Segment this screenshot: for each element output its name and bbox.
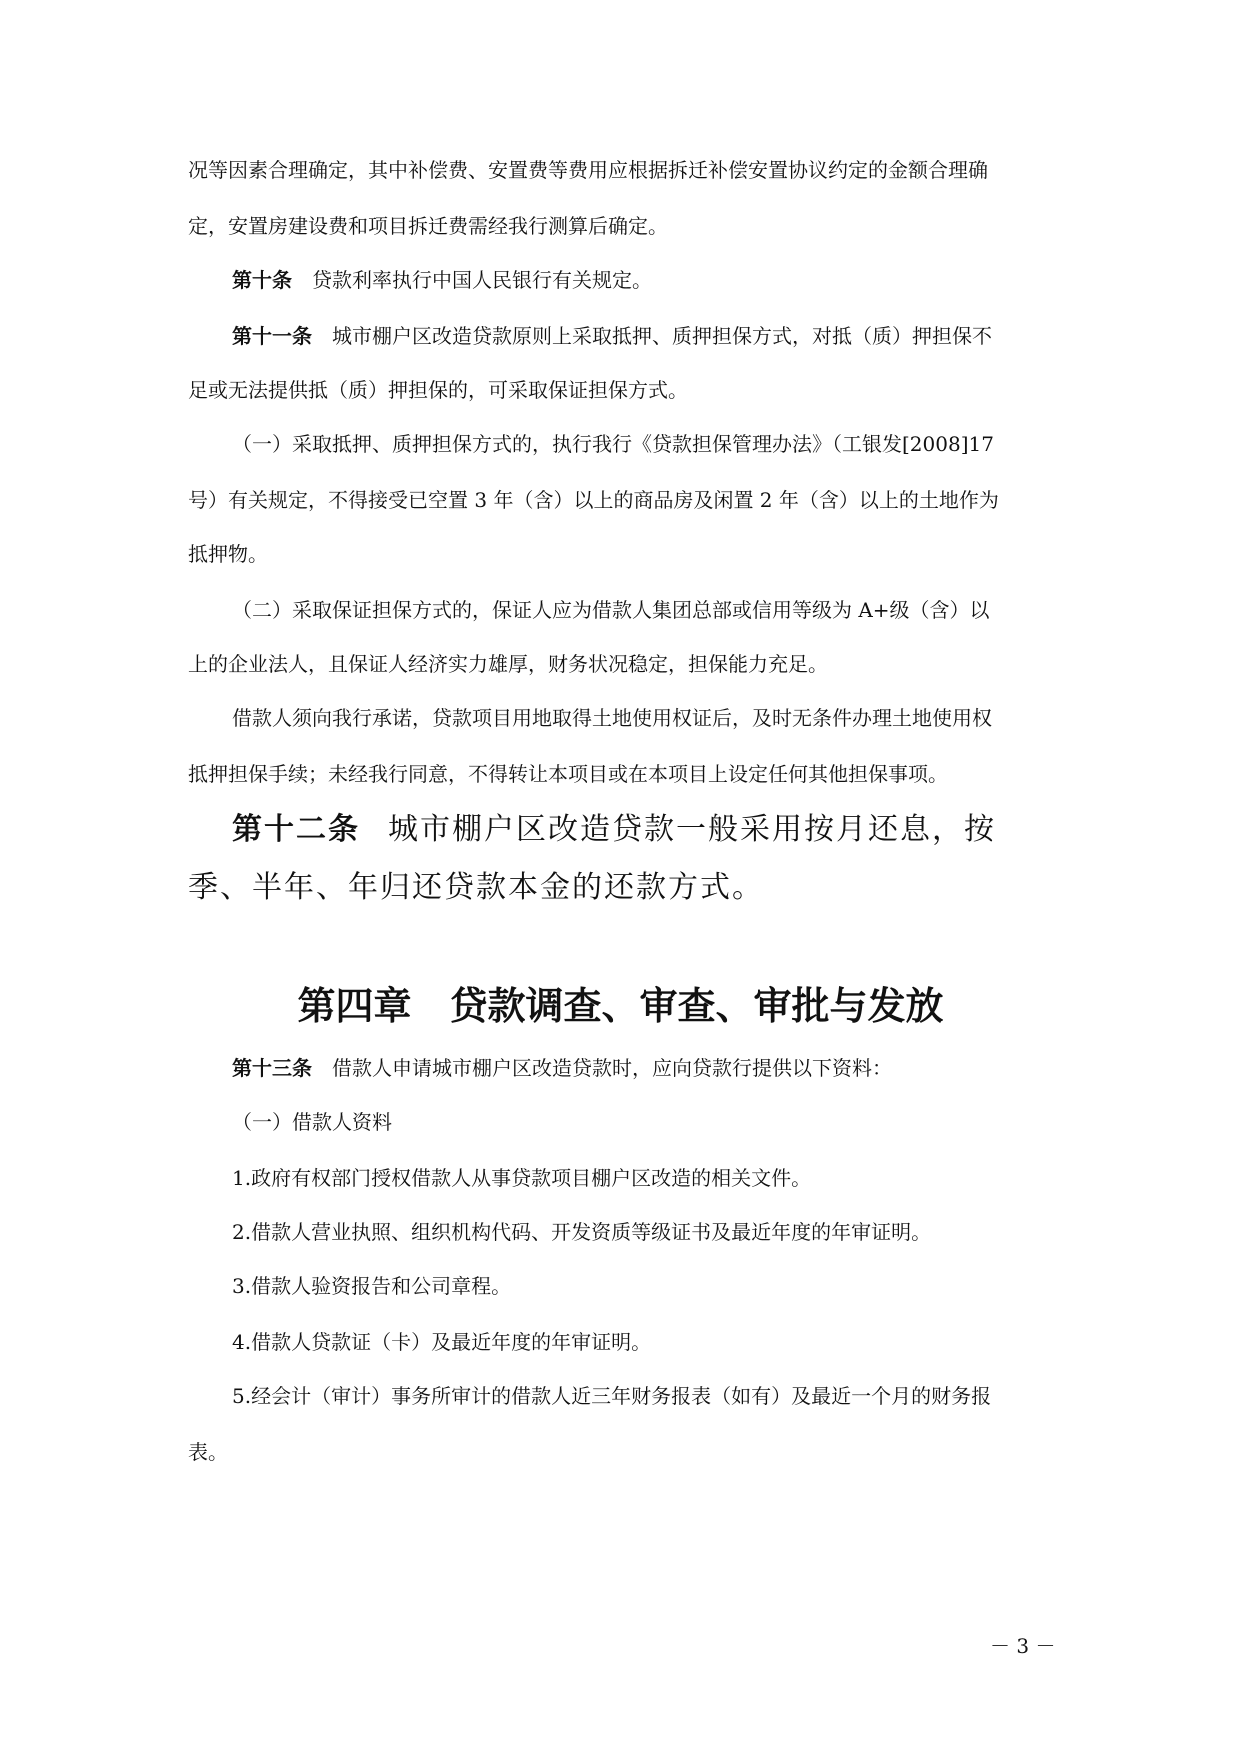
paragraph-line: （二）采取保证担保方式的，保证人应为借款人集团总部或信用等级为 A+级（含）以 [232, 598, 990, 622]
list-item: 2.借款人营业执照、组织机构代码、开发资质等级证书及最近年度的年审证明。 [232, 1220, 932, 1244]
article-13 [232, 1054, 892, 1082]
paragraph-line: 号）有关规定，不得接受已空置 3 年（含）以上的商品房及闲置 2 年（含）以上的土地作为 [188, 488, 999, 512]
chapter-title: 第四章 贷款调查、审查、审批与发放 [297, 983, 944, 1028]
article-10 [232, 266, 652, 294]
paragraph-line: 季、半年、年归还贷款本金的还款方式。 [188, 870, 764, 905]
article-13-text: 借款人申请城市棚户区改造贷款时，应向贷款行提供以下资料： [332, 1056, 892, 1080]
paragraph-line: 上的企业法人，且保证人经济实力雄厚，财务状况稳定，担保能力充足。 [188, 652, 828, 676]
list-item: 3.借款人验资报告和公司章程。 [232, 1274, 512, 1298]
paragraph-line: 抵押担保手续；未经我行同意，不得转让本项目或在本项目上设定任何其他担保事项。 [188, 762, 948, 786]
article-11-heading: 第十一条 [232, 324, 312, 348]
paragraph-line: 足或无法提供抵（质）押担保的，可采取保证担保方式。 [188, 378, 688, 402]
article-12-text: 城市棚户区改造贷款一般采用按月还息，按 [388, 812, 996, 847]
paragraph-line: 抵押物。 [188, 542, 268, 566]
paragraph-line: 况等因素合理确定，其中补偿费、安置费等费用应根据拆迁补偿安置协议约定的金额合理确 [188, 158, 988, 182]
article-12 [232, 810, 996, 850]
paragraph-line: 定，安置房建设费和项目拆迁费需经我行测算后确定。 [188, 214, 668, 238]
paragraph-line: （一）采取抵押、质押担保方式的，执行我行《贷款担保管理办法》（工银发[2008]17 [232, 432, 994, 456]
list-item-continuation: 表。 [188, 1440, 228, 1464]
article-13-heading: 第十三条 [232, 1056, 312, 1080]
article-11 [232, 322, 992, 350]
paragraph-line: 借款人须向我行承诺，贷款项目用地取得土地使用权证后，及时无条件办理土地使用权 [232, 706, 992, 730]
list-item: 1.政府有权部门授权借款人从事贷款项目棚户区改造的相关文件。 [232, 1166, 812, 1190]
list-item: 4.借款人贷款证（卡）及最近年度的年审证明。 [232, 1330, 652, 1354]
article-10-heading: 第十条 [232, 268, 292, 292]
page-number: － 3 － [990, 1634, 1056, 1658]
article-11-text: 城市棚户区改造贷款原则上采取抵押、质押担保方式，对抵（质）押担保不 [332, 324, 992, 348]
subsection-heading: （一）借款人资料 [232, 1110, 392, 1134]
article-10-text: 贷款利率执行中国人民银行有关规定。 [312, 268, 652, 292]
article-12-heading: 第十二条 [232, 812, 360, 847]
list-item: 5.经会计（审计）事务所审计的借款人近三年财务报表（如有）及最近一个月的财务报 [232, 1384, 992, 1408]
